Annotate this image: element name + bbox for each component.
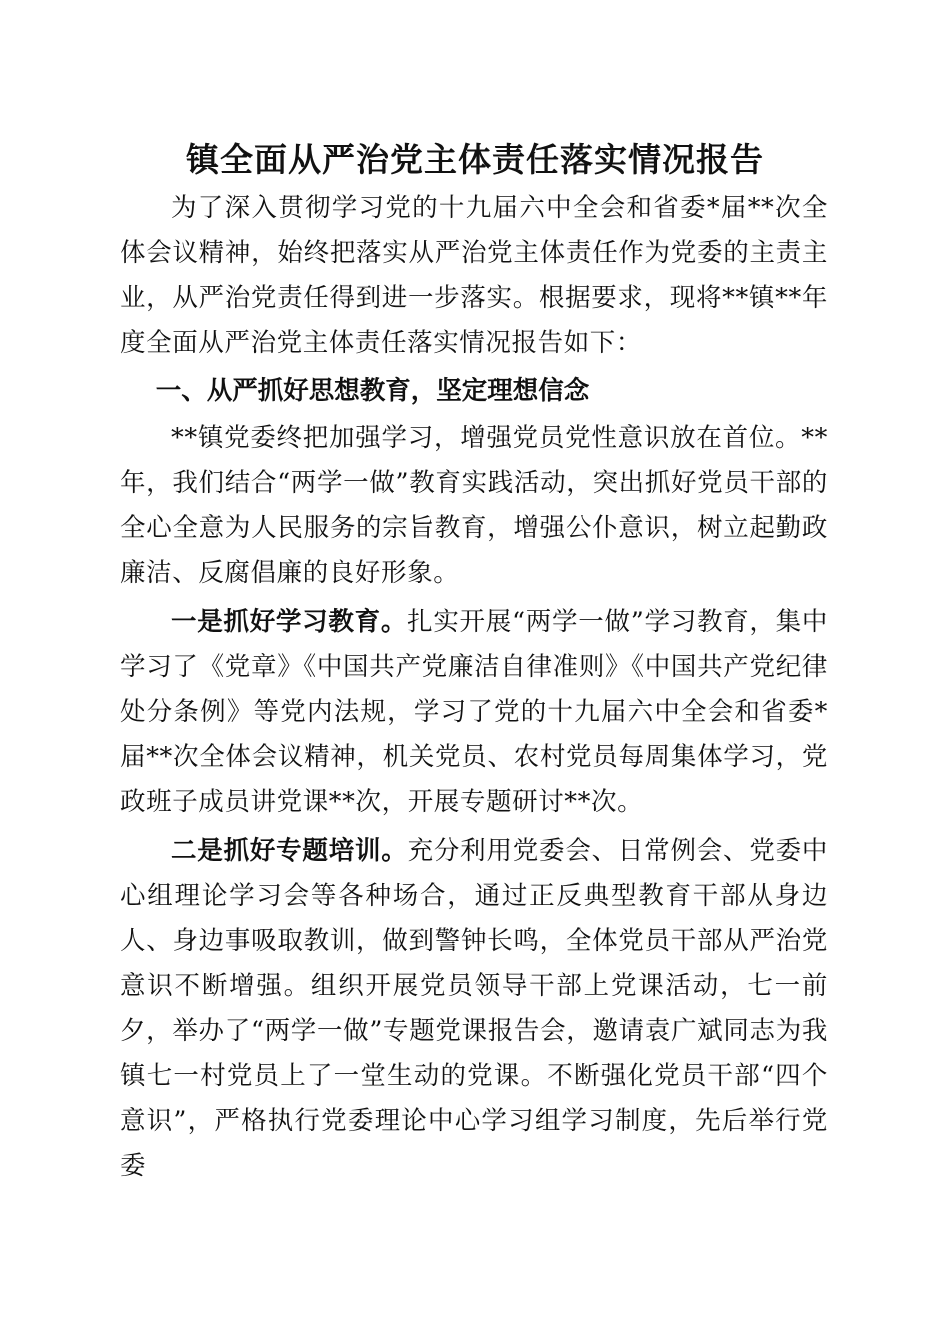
item-lead: 一是抓好学习教育。 bbox=[171, 607, 408, 637]
intro-paragraph: 为了深入贯彻学习党的十九届六中全会和省委*届**次全体会议精神，始终把落实从严治党主体责任作为党委的主责主业，从严治党责任得到进一步落实。根据要求，现将**镇**年度全面从严治党主体责任落实情况报告如下： bbox=[120, 193, 828, 358]
section-heading: 一、从严抓好思想教育，坚定理想信念 bbox=[155, 376, 590, 406]
item-lead: 二是抓好专题培训。 bbox=[171, 836, 408, 866]
document-title: 镇全面从严治党主体责任落实情况报告 bbox=[186, 140, 764, 179]
item-paragraph-study bbox=[120, 600, 828, 825]
item-text: 充分利用党委会、日常例会、党委中心组理论学习会等各种场合，通过正反典型教育干部从身边人、身边事吸取教训，做到警钟长鸣，全体党员干部从严治党意识不断增强。组织开展党员领导干部上党课活动，七一前夕，举办了“两学一做”专题党课报告会，邀请袁广斌同志为我镇七一村党员上了一堂生动的党课。不断强化党员干部“四个意识”，严格执行党委理论中心学习组学习制度，先后举行党委 bbox=[120, 836, 828, 1181]
section-paragraph: **镇党委终把加强学习，增强党员党性意识放在首位。**年，我们结合“两学一做”教育实践活动，突出抓好党员干部的全心全意为人民服务的宗旨教育，增强公仆意识，树立起勤政廉洁、反腐倡廉的良好形象。 bbox=[120, 423, 828, 588]
item-text: 扎实开展“两学一做”学习教育，集中学习了《党章》《中国共产党廉洁自律准则》《中国共产党纪律处分条例》等党内法规，学习了党的十九届六中全会和省委*届**次全体会议精神，机关党员、农村党员每周集体学习，党政班子成员讲党课**次，开展专题研讨**次。 bbox=[120, 607, 828, 817]
item-paragraph-training bbox=[120, 829, 828, 1189]
document-body bbox=[120, 186, 828, 1189]
